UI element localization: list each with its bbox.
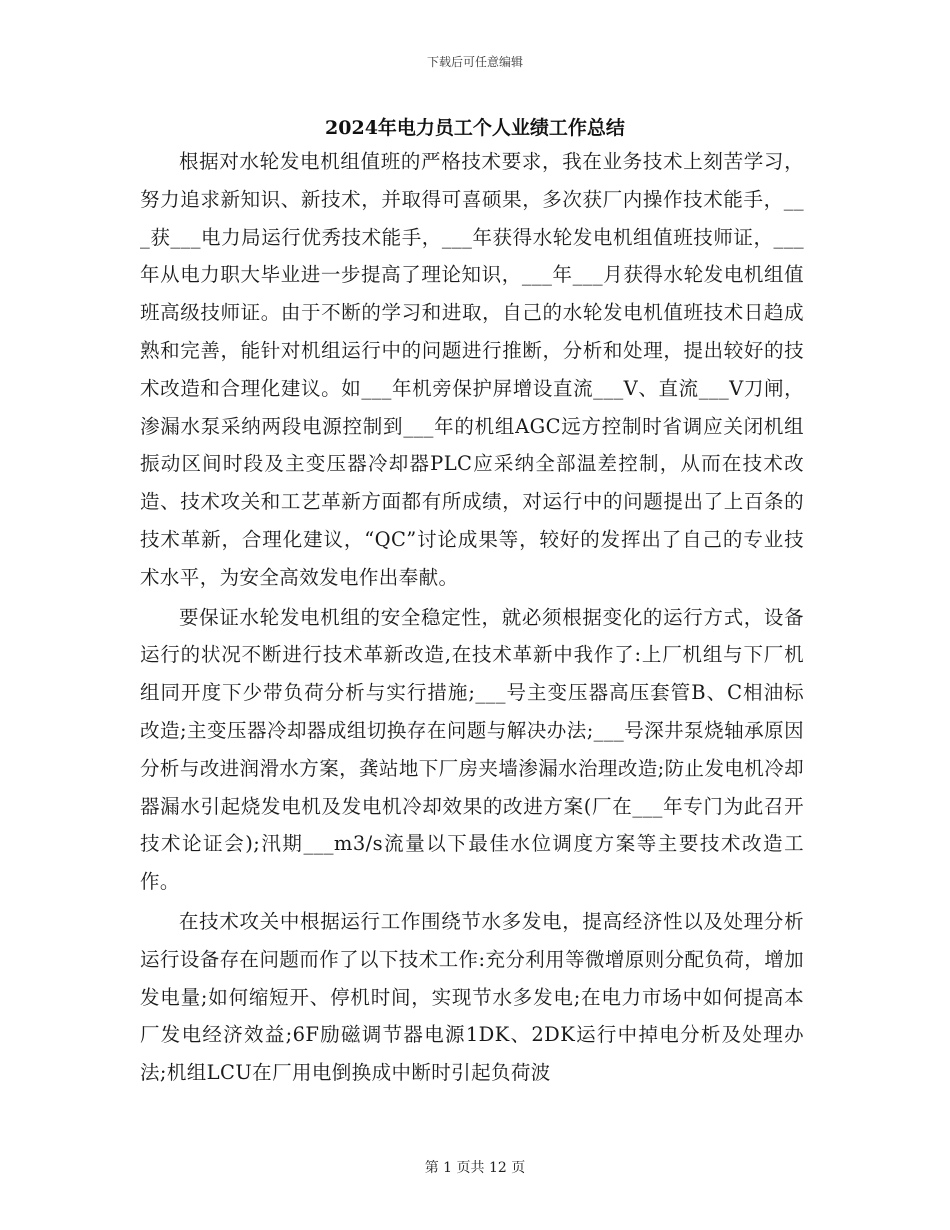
- document-body: [140, 143, 804, 1092]
- body-paragraph-2: 要保证水轮发电机组的安全稳定性，就必须根据变化的运行方式，设备运行的状况不断进行技术革新改造,在技术革新中我作了:上厂机组与下厂机组同开度下少带负荷分析与实行措施;___号主变压器高压套管B、C相油标改造;主变压器冷却器成组切换存在问题与解决办法;___号深井泵烧轴承原因分析与改进润滑水方案，龚站地下厂房夹墙渗漏水治理改造;防止发电机冷却器漏水引起烧发电机及发电机冷却效果的改进方案(厂在___年专门为此召开技术论证会);汛期___m3/s流量以下最佳水位调度方案等主要技术改造工作。: [140, 605, 804, 894]
- document-title: 2024年电力员工个人业绩工作总结: [325, 117, 625, 139]
- body-paragraph-3: 在技术攻关中根据运行工作围绕节水多发电，提高经济性以及处理分析运行设备存在问题而作了以下技术工作:充分利用等微增原则分配负荷，增加发电量;如何缩短开、停机时间，实现节水多发电;在电力市场中如何提高本厂发电经济效益;6F励磁调节器电源1DK、2DK运行中掉电分析及处理办法;机组LCU在厂用电倒换成中断时引起负荷波: [140, 909, 804, 1085]
- page-number-footer: 第 1 页共 12 页: [424, 1160, 526, 1176]
- page-header-note: 下载后可任意编辑: [426, 55, 523, 69]
- body-paragraph-1: 根据对水轮发电机组值班的严格技术要求，我在业务技术上刻苦学习，努力追求新知识、新技术，并取得可喜硕果，多次获厂内操作技术能手，___获___电力局运行优秀技术能手，___年获得水轮发电机组值班技师证，___年从电力职大毕业进一步提高了理论知识，___年___月获得水轮发电机组值班高级技师证。由于不断的学习和进取，自己的水轮发电机值班技术日趋成熟和完善，能针对机组运行中的问题进行推断，分析和处理，提出较好的技术改造和合理化建议。如___年机旁保护屏增设直流___V、直流___V刀闸，渗漏水泵采纳两段电源控制到___年的机组AGC远方控制时省调应关闭机组振动区间时段及主变压器冷却器PLC应采纳全部温差控制，从而在技术改造、技术攻关和工艺革新方面都有所成绩，对运行中的问题提出了上百条的技术革新，合理化建议，“QC”讨论成果等，较好的发挥出了自己的专业技术水平，为安全高效发电作出奉献。: [140, 150, 804, 589]
